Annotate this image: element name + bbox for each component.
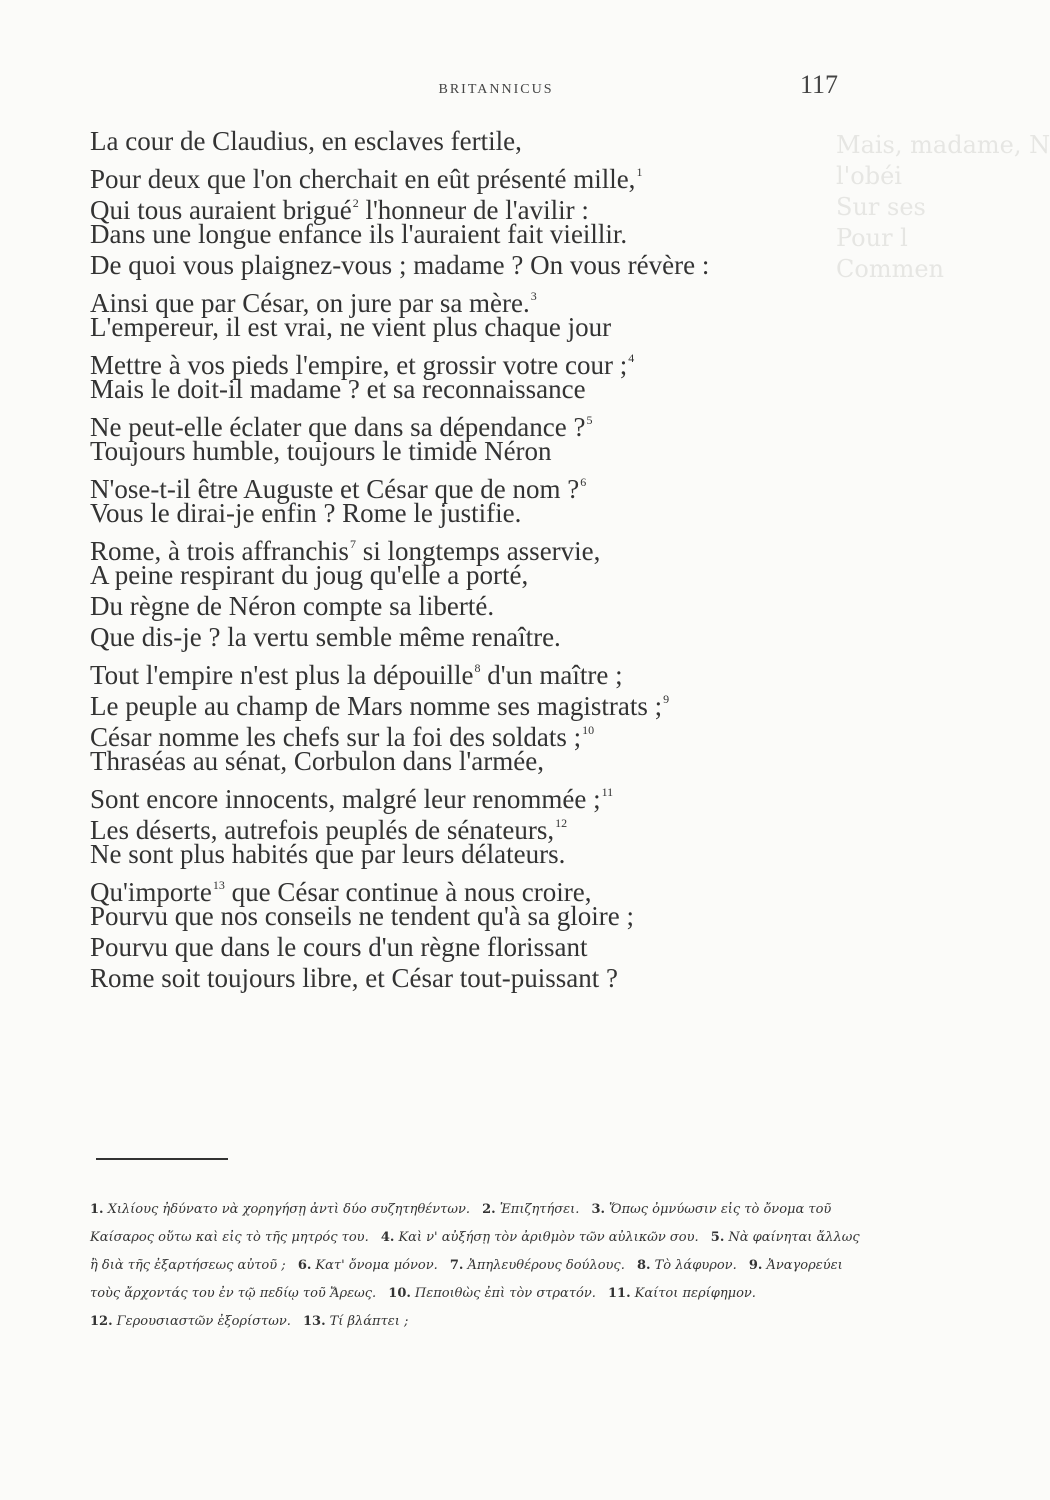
footnote-item (482, 1202, 579, 1217)
footnote-number: 2. (482, 1202, 496, 1217)
footnote-ref[interactable]: 6 (580, 475, 587, 489)
footnote-ref[interactable]: 7 (349, 537, 356, 551)
verse-line (90, 622, 870, 653)
verse-text-continued: si longtemps asservie, (355, 536, 601, 566)
verse-text-continued: que César continue à nous croire, (224, 877, 592, 907)
verse-text: L'empereur, il est vrai, ne vient plus chaque jour (90, 312, 612, 342)
verse-line (90, 374, 870, 405)
footnote-number: 9. (748, 1258, 763, 1273)
verse-line (90, 126, 870, 157)
footnote-rule (96, 1158, 228, 1160)
verse-text: Vous le dirai-je enfin ? Rome le justifie. (90, 498, 522, 528)
verse-text: Mais le doit-il madame ? et sa reconnaissance (90, 374, 586, 404)
verse-text: Qu'importe (90, 877, 212, 907)
footnote-ref[interactable]: 5 (586, 413, 593, 427)
verse-line (90, 436, 870, 467)
footnote-number: 4. (380, 1230, 395, 1245)
ghost-line: Pour l (836, 224, 908, 252)
ghost-line: Commen (836, 255, 944, 283)
footnote-item (303, 1314, 408, 1329)
verse-line (90, 932, 870, 963)
footnote-item (637, 1258, 737, 1273)
footnote-ref[interactable]: 9 (663, 692, 670, 706)
ghost-line: Sur ses (836, 193, 926, 221)
verse-text: Ne sont plus habités que par leurs délateurs. (90, 839, 566, 869)
verse-line (90, 529, 870, 566)
verse-line (90, 653, 870, 690)
verse-line (90, 684, 870, 721)
footnote-ref[interactable]: 10 (582, 723, 595, 737)
footnote-text: Τὸ λάφυρον. (654, 1258, 737, 1273)
footnote-item (450, 1258, 625, 1273)
footnote-text: Κατ' ὄνομα μόνον. (315, 1258, 438, 1273)
verse-line (90, 839, 870, 870)
ghost-line: l'obéi (836, 162, 902, 190)
verse-line (90, 498, 870, 529)
verse-line (90, 746, 870, 777)
verse-text: Rome soit toujours libre, et César tout-puissant ? (90, 963, 618, 993)
verse-text: Qui tous auraient brigué (90, 195, 352, 225)
verse-line (90, 560, 870, 591)
verse-text: Pour deux que l'on cherchait en eût présenté mille, (90, 164, 636, 194)
footnote-item (298, 1258, 438, 1273)
footnote-number: 1. (90, 1202, 104, 1217)
verse-text: Mettre à vos pieds l'empire, et grossir votre cour ; (90, 350, 628, 380)
footnote-item (388, 1286, 596, 1301)
verse-text: Les déserts, autrefois peuplés de sénateurs, (90, 815, 555, 845)
verse-line (90, 901, 870, 932)
footnote-text: Πεποιθὼς ἐπὶ τὸν στρατόν. (414, 1286, 596, 1301)
verse-line (90, 312, 870, 343)
verse-text: Ainsi que par César, on jure par sa mère. (90, 288, 530, 318)
verse-line (90, 777, 870, 814)
ghost-line: Mais, madame, N (836, 131, 1050, 159)
verse-text-continued: d'un maître ; (480, 660, 623, 690)
verse-line (90, 250, 870, 281)
verse-text: Pourvu que nos conseils ne tendent qu'à sa gloire ; (90, 901, 635, 931)
verse-text: Ne peut-elle éclater que dans sa dépendance ? (90, 412, 586, 442)
footnote-text: Ὅπως ὀμνύωσιν εἰς τὸ ὄνομα τοῦ Καίσαρος οὕτω καὶ εἰς τὸ τῆς μητρός του. (90, 1202, 832, 1245)
verse-text: Toujours humble, toujours le timide Néron (90, 436, 552, 466)
verse-text: Que dis-je ? la vertu semble même renaître. (90, 622, 561, 652)
footnote-text: Τί βλάπτει ; (329, 1314, 409, 1329)
verse-line (90, 219, 870, 250)
page-number: 117 (800, 70, 839, 99)
footnote-ref[interactable]: 8 (474, 661, 481, 675)
footnote-text: Καίτοι περίφημον. (634, 1286, 756, 1301)
footnote-text: Ἐπιζητήσει. (499, 1202, 580, 1217)
footnote-ref[interactable]: 3 (530, 289, 537, 303)
verse-text: Pourvu que dans le cours d'un règne florissant (90, 932, 588, 962)
footnote-ref[interactable]: 2 (352, 196, 359, 210)
footnote-item (381, 1230, 699, 1245)
verse-text: La cour de Claudius, en esclaves fertile, (90, 126, 522, 156)
footnote-number: 12. (90, 1314, 113, 1329)
verse-text: Rome, à trois affranchis (90, 536, 349, 566)
verse-text: N'ose-t-il être Auguste et César que de nom ? (90, 474, 580, 504)
footnote-ref[interactable]: 4 (628, 351, 635, 365)
verse-text: Tout l'empire n'est plus la dépouille (90, 660, 474, 690)
footnote-ref[interactable]: 13 (212, 878, 225, 892)
verse-line (90, 281, 870, 318)
footnote-ref[interactable]: 1 (636, 165, 643, 179)
verse-block (90, 126, 870, 994)
footnote-number: 5. (710, 1230, 725, 1245)
footnote-number: 8. (636, 1258, 651, 1273)
verse-text: Thraséas au sénat, Corbulon dans l'armée, (90, 746, 544, 776)
footnote-number: 10. (388, 1286, 411, 1301)
verse-text: Du règne de Néron compte sa liberté. (90, 591, 495, 621)
verse-line (90, 188, 870, 225)
verse-text: César nomme les chefs sur la foi des soldats ; (90, 722, 582, 752)
verse-line (90, 963, 870, 994)
footnote-number: 6. (297, 1258, 312, 1273)
verse-text: Dans une longue enfance ils l'auraient fait vieillir. (90, 219, 628, 249)
footnote-text: Γερουσιαστῶν ἐξορίστων. (116, 1314, 291, 1329)
footnote-item (90, 1314, 291, 1329)
verse-text-continued: l'honneur de l'avilir : (358, 195, 589, 225)
footnote-text: Ἀναγορεύει τοὺς ἄρχοντάς του ἐν τῷ πεδίῳ τοῦ Ἄρεως. (90, 1258, 843, 1301)
footnote-text: Καὶ ν' αὐξήσῃ τὸν ἀριθμὸν τῶν αὐλικῶν σου. (398, 1230, 699, 1245)
footnote-number: 3. (591, 1202, 606, 1217)
verse-text: Sont encore innocents, malgré leur renommée ; (90, 784, 601, 814)
verse-line (90, 715, 870, 752)
verse-text: De quoi vous plaignez-vous ; madame ? On vous révère : (90, 250, 710, 280)
footnote-item (90, 1202, 470, 1217)
verse-line (90, 808, 870, 845)
verse-line (90, 591, 870, 622)
footnote-item (608, 1286, 756, 1301)
verse-text: Le peuple au champ de Mars nomme ses magistrats ; (90, 691, 663, 721)
running-header: BRITANNICUS (438, 82, 554, 97)
footnotes (90, 1196, 870, 1336)
verse-line (90, 343, 870, 380)
footnote-number: 13. (303, 1314, 326, 1329)
verse-line (90, 870, 870, 907)
verse-line (90, 467, 870, 504)
footnote-ref[interactable]: 12 (555, 816, 568, 830)
footnote-text: Χιλίους ἠδύνατο νὰ χορηγήσῃ ἀντὶ δύο συζητηθέντων. (107, 1202, 470, 1217)
footnote-ref[interactable]: 11 (601, 785, 614, 799)
verse-line (90, 405, 870, 442)
footnote-text: Νὰ φαίνηται ἄλλως ἢ διὰ τῆς ἐξαρτήσεως αὐτοῦ ; (90, 1230, 860, 1273)
footnote-text: Ἀπηλευθέρους δούλους. (467, 1258, 625, 1273)
footnote-number: 11. (608, 1286, 631, 1301)
verse-text: A peine respirant du joug qu'elle a porté, (90, 560, 529, 590)
footnote-number: 7. (449, 1258, 464, 1273)
